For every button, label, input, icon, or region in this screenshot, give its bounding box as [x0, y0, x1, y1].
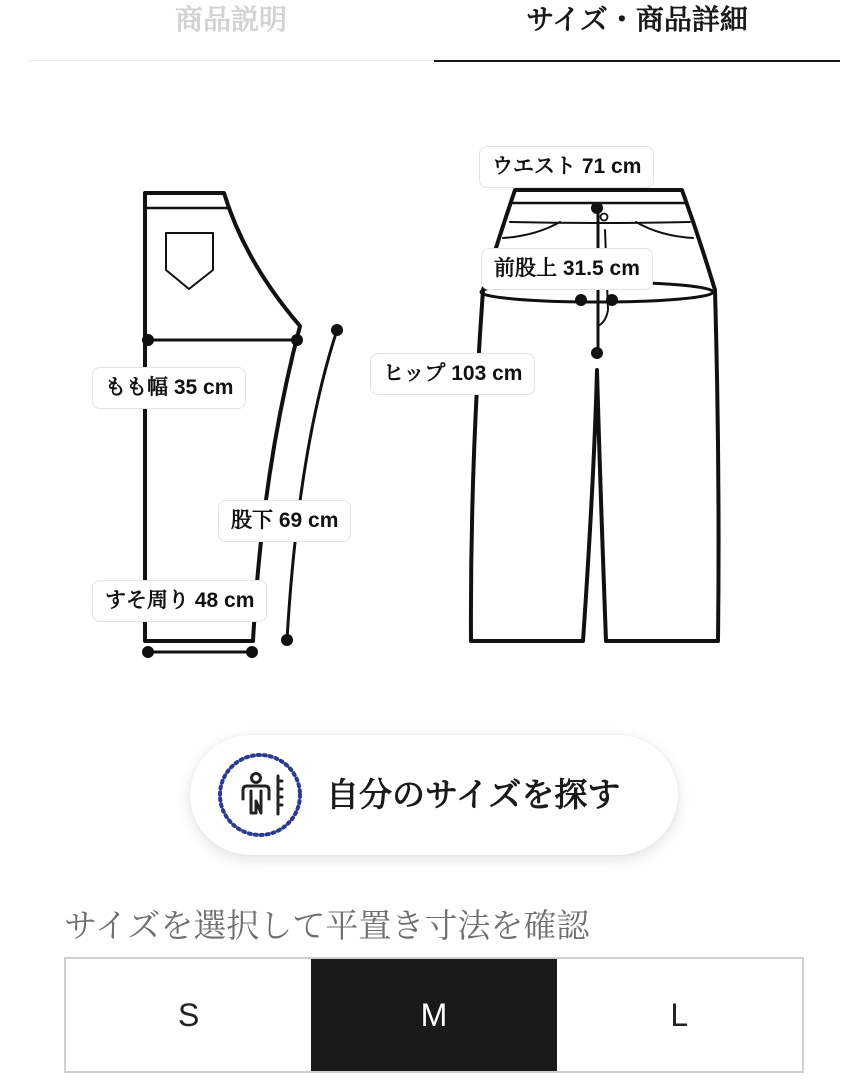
size-option-s[interactable]: S [177, 996, 200, 1033]
left-front-pocket [503, 222, 560, 238]
front-rise-measurement-label: 前股上 31.5 cm [481, 248, 653, 290]
tab-size-details[interactable]: サイズ・商品詳細 [434, 0, 840, 62]
body-measure-icon [216, 751, 304, 839]
size-section-title: サイズを選択して平置き寸法を確認 [64, 906, 590, 945]
back-pocket [166, 233, 213, 289]
hip-measurement-label: ヒップ 103 cm [370, 353, 535, 395]
find-my-size-button[interactable] [190, 735, 678, 855]
right-front-pocket [636, 222, 693, 238]
find-my-size-label: 自分のサイズを探す [326, 775, 621, 814]
inseam-measurement-label: 股下 69 cm [218, 500, 351, 542]
hem-measurement-label: すそ周り 48 cm [92, 580, 267, 622]
tab-product-description[interactable]: 商品説明 [28, 0, 434, 61]
size-option-l[interactable]: L [670, 996, 689, 1033]
inseam-measure-line [287, 330, 337, 640]
thigh-measurement-label: もも幅 35 cm [92, 367, 246, 409]
side-view-outline [145, 193, 300, 641]
waist-measurement-label: ウエスト 71 cm [479, 146, 654, 188]
size-selector [64, 957, 804, 1073]
size-option-m[interactable]: M [311, 959, 556, 1071]
